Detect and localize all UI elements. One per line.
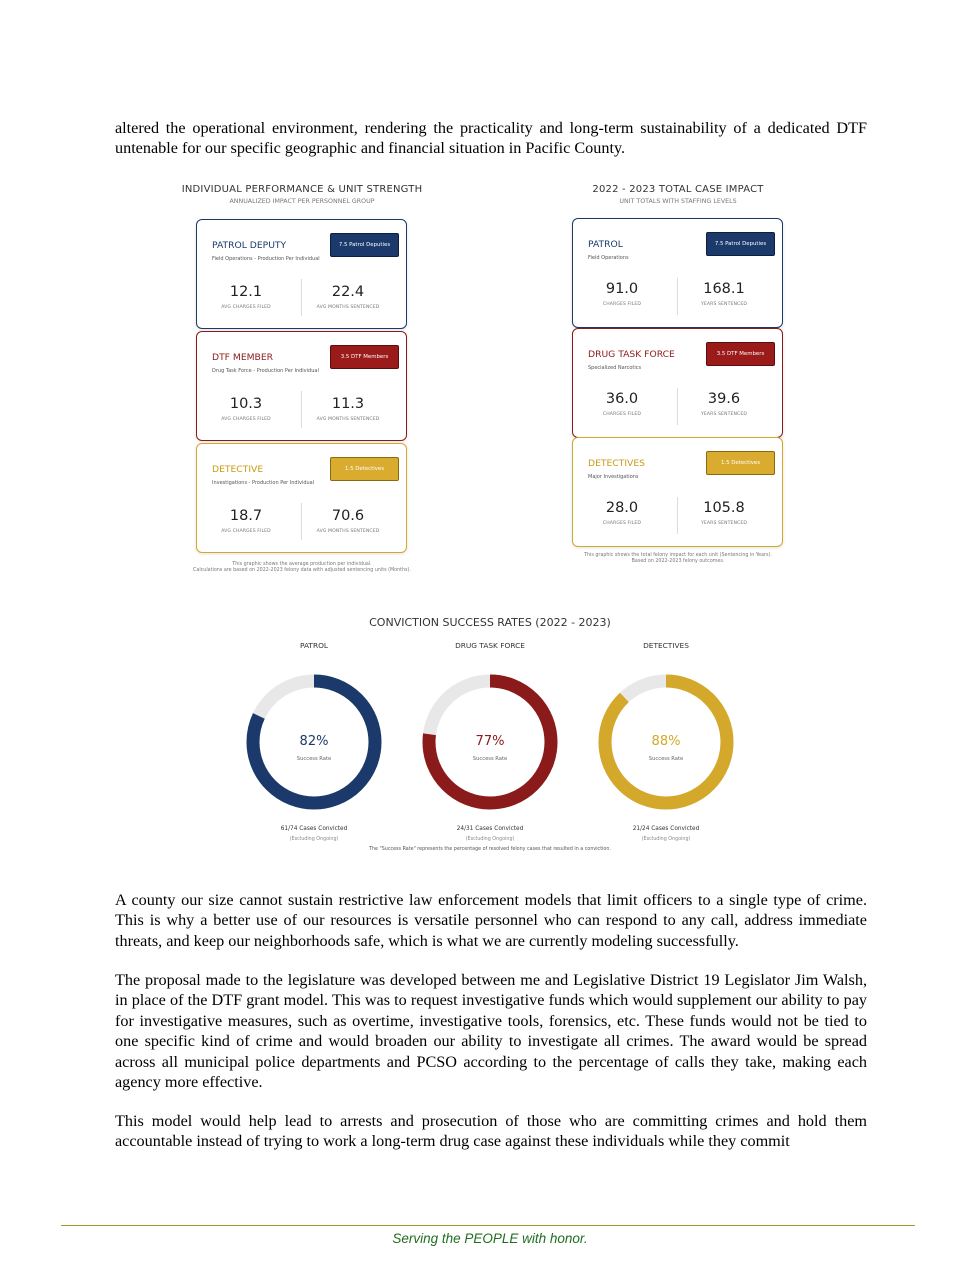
individual-performance-subtitle: ANNUALIZED IMPACT PER PERSONNEL GROUP: [229, 198, 375, 205]
excluding-ongoing-patrol: (Excluding Ongoing): [289, 837, 339, 842]
staffing-badge: 1.5 Detectives: [706, 451, 775, 475]
stat-avg-months: [303, 284, 393, 310]
stat-divider: [301, 503, 302, 540]
paragraph-county-size-text: A county our size cannot sustain restrictive law enforcement models that limit officers to a single type of crime. This is why a better use of our resources is versatile personnel who can respond to any call, address immediate threats, and keep our neighborhoods safe, which is what we are currently modeling successfully.: [115, 891, 867, 950]
paragraph-model-text: This model would help lead to arrests and prosecution of those who are committing crimes and hold them accountable instead of trying to work a long-term drug case against these individuals while they commit: [115, 1112, 867, 1151]
card-desc: Field Operations - Production Per Individual: [212, 256, 320, 262]
stat-label: AVG MONTHS SENTENCED: [316, 305, 380, 310]
stat-charges-filed: [577, 281, 667, 307]
stat-value: 11.3: [331, 396, 365, 412]
stat-avg-charges: [201, 396, 291, 422]
donut-label-detectives: DETECTIVES: [643, 641, 689, 650]
stat-avg-charges: [201, 284, 291, 310]
individual-performance-header: [170, 184, 434, 205]
stat-value: 10.3: [229, 396, 263, 412]
left-panel-footnote: [190, 562, 414, 574]
stat-years-sentenced: [679, 281, 769, 307]
individual-performance-title: INDIVIDUAL PERFORMANCE & UNIT STRENGTH: [181, 184, 423, 195]
stat-value: 18.7: [229, 508, 263, 524]
stat-divider: [301, 391, 302, 428]
paragraph-intro: [115, 118, 867, 159]
staffing-badge: 7.5 Patrol Deputies: [706, 232, 775, 256]
staffing-badge: 7.5 Patrol Deputies: [330, 233, 399, 257]
right-footnote-line1: This graphic shows the total felony impact for each unit (Sentencing in Years).: [584, 553, 772, 558]
paragraph-intro-text: altered the operational environment, rendering the practicality and long-term sustainability of a dedicated DTF untenable for our specific geographic and financial situation in Pacific County.: [115, 119, 867, 158]
card-desc: Investigations - Production Per Individual: [212, 480, 315, 486]
stat-divider: [677, 497, 678, 534]
donut-rate-label-patrol: Success Rate: [296, 756, 332, 762]
total-impact-title: 2022 - 2023 TOTAL CASE IMPACT: [592, 184, 764, 195]
stat-avg-months: [303, 396, 393, 422]
donut-label-patrol: PATROL: [299, 641, 329, 650]
stat-avg-charges: [201, 508, 291, 534]
card-desc: Major Investigations: [588, 474, 639, 480]
stat-value: 12.1: [229, 284, 263, 300]
card-detectives-total: [572, 437, 783, 547]
card-name: PATROL DEPUTY: [212, 240, 287, 251]
staffing-badge: 3.5 DTF Members: [706, 342, 775, 366]
left-footnote-line2: Calculations are based on 2022-2023 felony data with adjusted sentencing units (Months).: [193, 568, 411, 574]
conviction-title: CONVICTION SUCCESS RATES (2022 - 2023): [369, 616, 611, 629]
stat-value: 168.1: [703, 281, 745, 297]
total-impact-header: [546, 184, 810, 205]
right-footnote-line2: Based on 2022-2023 felony outcomes.: [631, 559, 725, 565]
card-name: DETECTIVE: [212, 464, 264, 475]
stat-label: CHARGES FILED: [602, 412, 642, 417]
stat-label: AVG MONTHS SENTENCED: [316, 529, 380, 534]
stat-value: 22.4: [331, 284, 365, 300]
stat-charges-filed: [577, 500, 667, 526]
card-desc: Drug Task Force - Production Per Individual: [212, 368, 319, 374]
card-dtf-total: [572, 328, 783, 438]
footer-motto: Serving the PEOPLE with honor.: [392, 1231, 588, 1246]
stat-value: 39.6: [707, 391, 741, 407]
donut-percent-patrol: 82%: [299, 734, 329, 749]
stat-label: CHARGES FILED: [602, 521, 642, 526]
right-panel-footnote: [568, 553, 788, 565]
total-impact-subtitle: UNIT TOTALS WITH STAFFING LEVELS: [619, 198, 737, 205]
stat-years-sentenced: [679, 391, 769, 417]
stat-label: AVG CHARGES FILED: [221, 417, 271, 422]
stat-avg-months: [303, 508, 393, 534]
cases-convicted-detectives: 21/24 Cases Convicted: [632, 826, 700, 832]
card-name: DRUG TASK FORCE: [588, 349, 675, 360]
cases-convicted-patrol: 61/74 Cases Convicted: [280, 826, 348, 832]
stat-label: YEARS SENTENCED: [701, 302, 747, 307]
paragraph-proposal-text: The proposal made to the legislature was developed between me and Legislative District 19 Legislator Jim Walsh, in place of the DTF grant model. This was to request investigative funds which would supplement our ability to pay for investigative measures, such as overtime, investigative tools, forensics, etc. These funds would not be tied to one specific kind of crime and would broaden our ability to investigate all crimes. The award would be spread across all municipal police departments and PCSO according to the percentage of calls they take, making each agency more effective.: [115, 971, 867, 1092]
left-footnote-line1: This graphic shows the average production per individual.: [232, 562, 372, 567]
stat-label: CHARGES FILED: [602, 302, 642, 307]
stat-value: 91.0: [605, 281, 639, 297]
stat-value: 36.0: [605, 391, 639, 407]
stat-label: YEARS SENTENCED: [701, 412, 747, 417]
staffing-badge: 3.5 DTF Members: [330, 345, 399, 369]
card-dtf-member: [196, 331, 407, 441]
paragraph-model: [115, 1111, 867, 1152]
footer-divider: [61, 1225, 915, 1226]
card-name: PATROL: [588, 239, 623, 250]
paragraph-proposal: [115, 970, 867, 1092]
card-detective: [196, 443, 407, 553]
paragraph-county-size: [115, 890, 867, 951]
stat-label: AVG MONTHS SENTENCED: [316, 417, 380, 422]
donut-percent-detectives: 88%: [651, 734, 681, 749]
staffing-badge: 1.5 Detectives: [330, 457, 399, 481]
card-patrol-deputy: [196, 219, 407, 329]
stat-years-sentenced: [679, 500, 769, 526]
stat-label: YEARS SENTENCED: [701, 521, 747, 526]
card-name: DETECTIVES: [588, 458, 645, 469]
stat-divider: [677, 388, 678, 425]
stat-value: 70.6: [331, 508, 365, 524]
stat-value: 28.0: [605, 500, 639, 516]
cases-convicted-dtf: 24/31 Cases Convicted: [456, 826, 524, 832]
donut-rate-label-dtf: Success Rate: [472, 756, 508, 762]
donut-percent-dtf: 77%: [475, 734, 505, 749]
stat-label: AVG CHARGES FILED: [221, 305, 271, 310]
card-desc: Specialized Narcotics: [588, 365, 642, 371]
excluding-ongoing-dtf: (Excluding Ongoing): [465, 837, 515, 842]
excluding-ongoing-detectives: (Excluding Ongoing): [641, 837, 691, 842]
stat-label: AVG CHARGES FILED: [221, 529, 271, 534]
donut-rate-label-detectives: Success Rate: [648, 756, 684, 762]
stat-divider: [677, 278, 678, 315]
stat-divider: [301, 279, 302, 316]
stat-charges-filed: [577, 391, 667, 417]
stat-value: 105.8: [703, 500, 745, 516]
card-desc: Field Operations: [588, 255, 629, 261]
donut-label-dtf: DRUG TASK FORCE: [455, 641, 525, 650]
card-name: DTF MEMBER: [212, 352, 274, 363]
card-patrol-total: [572, 218, 783, 328]
conviction-footnote: The "Success Rate" represents the percentage of resolved felony cases that resulted in a conviction.: [369, 847, 611, 852]
